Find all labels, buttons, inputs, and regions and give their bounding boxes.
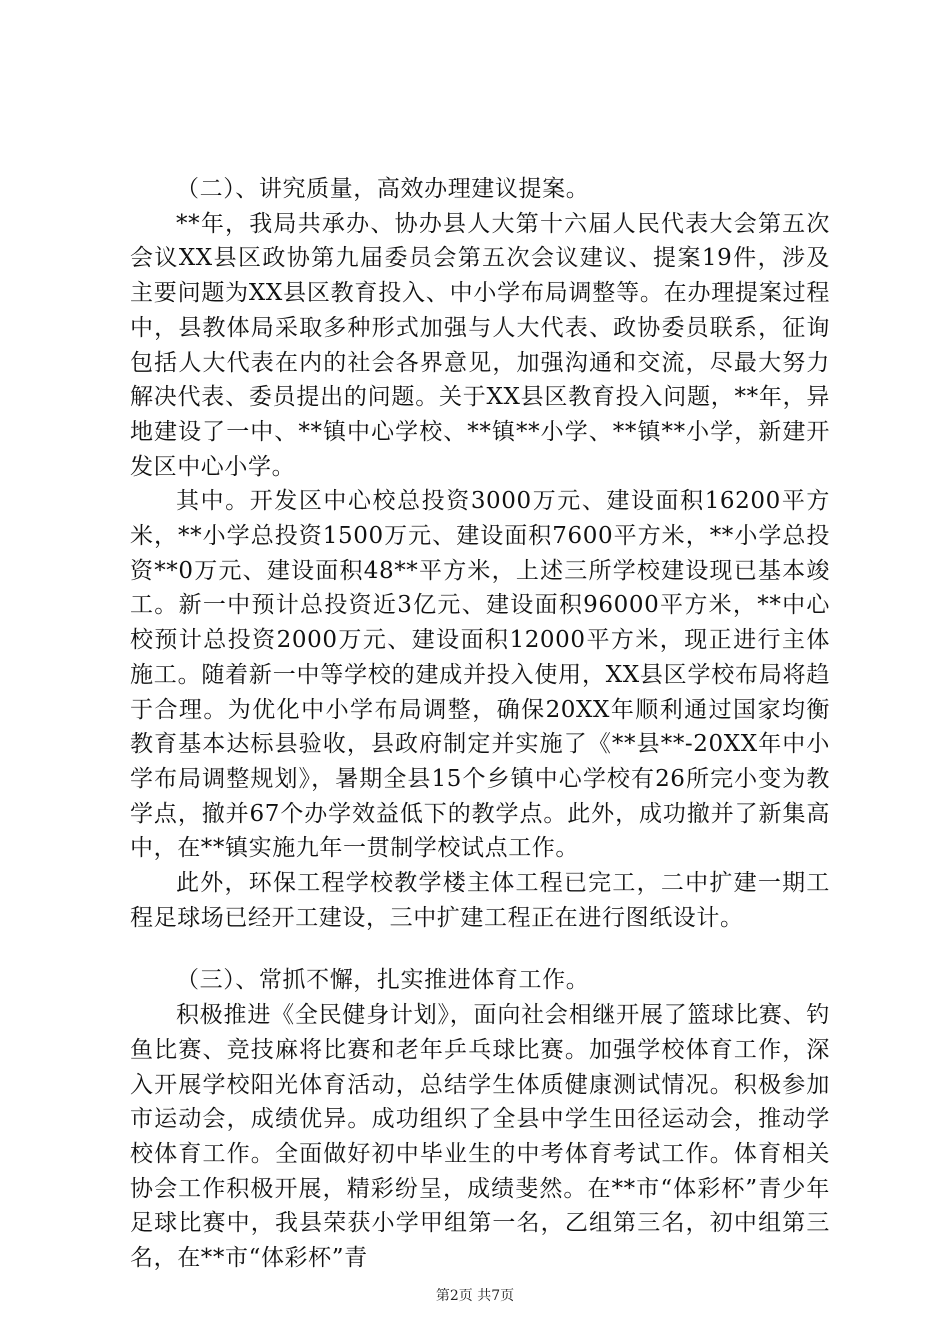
section-heading: （三）、常抓不懈，扎实推进体育工作。 (176, 967, 590, 994)
paragraph: 此外，环保工程学校教学楼主体工程已完工，二中扩建一期工程足球场已经开工建设，三中扩建工程正在进行图纸设计。 (130, 870, 830, 931)
section-3 (130, 963, 830, 1275)
document-body (130, 172, 830, 1276)
paragraph: 其中。开发区中心校总投资3000万元、建设面积16200平方米，**小学总投资1500万元、建设面积7600平方米，**小学总投资**0万元、建设面积48**平方米，上述三所学校建设现已基本竣工。新一中预计总投资近3亿元、建设面积96000平方米，**中心校预计总投资2000万元、建设面积12000平方米，现正进行主体施工。随着新一中等学校的建成并投入使用，XX县区学校布局将趋于合理。为优化中小学布局调整，确保20XX年顺利通过国家均衡教育基本达标县验收，县政府制定并实施了《**县**-20XX年中小学布局调整规划》，暑期全县15个乡镇中心学校有26所完小变为教学点，撤并67个办学效益低下的教学点。此外，成功撤并了新集高中，在**镇实施九年一贯制学校试点工作。 (130, 488, 830, 862)
paragraph: **年，我局共承办、协办县人大第十六届人民代表大会第五次会议XX县区政协第九届委员会第五次会议建议、提案19件，涉及主要问题为XX县区教育投入、中小学布局调整等。在办理提案过程中，县教体局采取多种形式加强与人大代表、政协委员联系，征询包括人大代表在内的社会各界意见，加强沟通和交流，尽最大努力解决代表、委员提出的问题。关于XX县区教育投入问题，**年，异地建设了一中、**镇中心学校、**镇**小学、**镇**小学，新建开发区中心小学。 (130, 210, 830, 480)
paragraph: 积极推进《全民健身计划》，面向社会相继开展了篮球比赛、钓鱼比赛、竞技麻将比赛和老年乒乓球比赛。加强学校体育工作，深入开展学校阳光体育活动，总结学生体质健康测试情况。积极参加市运动会，成绩优异。成功组织了全县中学生田径运动会，推动学校体育工作。全面做好初中毕业生的中考体育考试工作。体育相关协会工作积极开展，精彩纷呈，成绩斐然。在**市“体彩杯”青少年足球比赛中，我县荣获小学甲组第一名，乙组第三名，初中组第三名，在**市“体彩杯”青 (130, 1002, 830, 1272)
section-heading: （二）、讲究质量，高效办理建议提案。 (176, 176, 590, 202)
page-number-footer: 第2页 共7页 (435, 1288, 515, 1304)
section-2 (130, 172, 830, 935)
